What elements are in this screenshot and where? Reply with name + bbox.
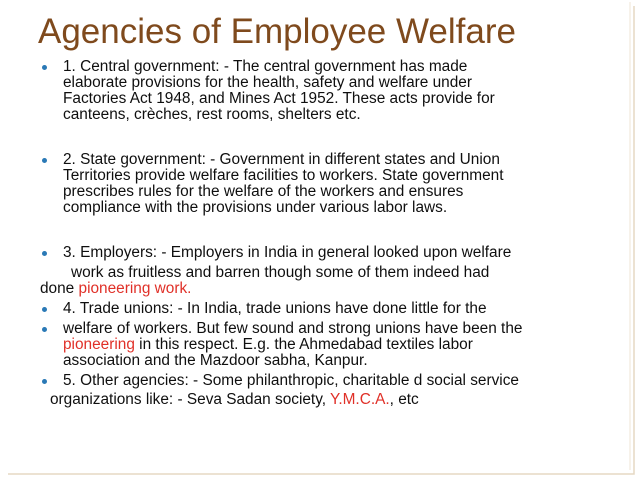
bullet-employers [40,245,610,261]
highlight-text: pioneering work. [78,280,192,297]
continuation-text [40,392,610,408]
highlight-text: Y.M.C.A. [330,391,390,408]
bullet-list [40,59,610,408]
bullet-icon [42,327,47,332]
bullet-line: canteens, crèches, rest rooms, shelters etc. [63,106,361,123]
bullet-line: elaborate provisions for the health, safety and welfare under [63,74,472,91]
highlight-text: pioneering [63,336,135,353]
text-run: done [40,280,79,297]
continuation-line [40,392,610,408]
bullet-line: compliance with the provisions under various labor laws. [63,199,448,216]
bullet-icon [42,379,47,384]
paragraph-gap [40,123,610,152]
text-run: , etc [389,391,419,408]
bullet-line: Territories provide welfare facilities to workers. State government [63,167,504,184]
bullet-icon [42,65,47,70]
bullet-welfare-of-workers [40,321,610,369]
continuation-text [40,265,610,297]
bullet-icon [42,251,47,256]
bullet-line: prescribes rules for the welfare of the workers and ensures [63,183,464,200]
bullet-icon [42,307,47,312]
paragraph-gap [40,216,610,245]
bullet-central-government [40,59,610,123]
bullet-line [63,337,610,353]
bullet-line: 4. Trade unions: - In India, trade unions have done little for the [63,300,487,317]
bullet-line: 2. State government: - Government in different states and Union [63,151,500,168]
bullet-line: association and the Mazdoor sabha, Kanpur. [63,352,368,369]
bullet-icon [42,158,47,163]
bullet-line: Factories Act 1948, and Mines Act 1952. These acts provide for [63,90,495,107]
bullet-other-agencies [40,373,610,389]
slide-title: Agencies of Employee Welfare [38,12,516,51]
continuation-line [40,281,610,297]
bullet-trade-unions [40,301,610,317]
text-run: organizations like: - Seva Sadan society, [50,391,331,408]
text-run: in this respect. E.g. the Ahmedabad textiles labor [134,336,473,353]
continuation-line: work as fruitless and barren though some of them indeed had [71,264,490,281]
bullet-line: 5. Other agencies: - Some philanthropic, charitable d social service [63,372,519,389]
bullet-state-government [40,152,610,216]
bullet-line: 1. Central government: - The central government has made [63,58,468,75]
bullet-line: welfare of workers. But few sound and strong unions have been the [63,320,523,337]
bullet-line: 3. Employers: - Employers in India in general looked upon welfare [63,244,512,261]
